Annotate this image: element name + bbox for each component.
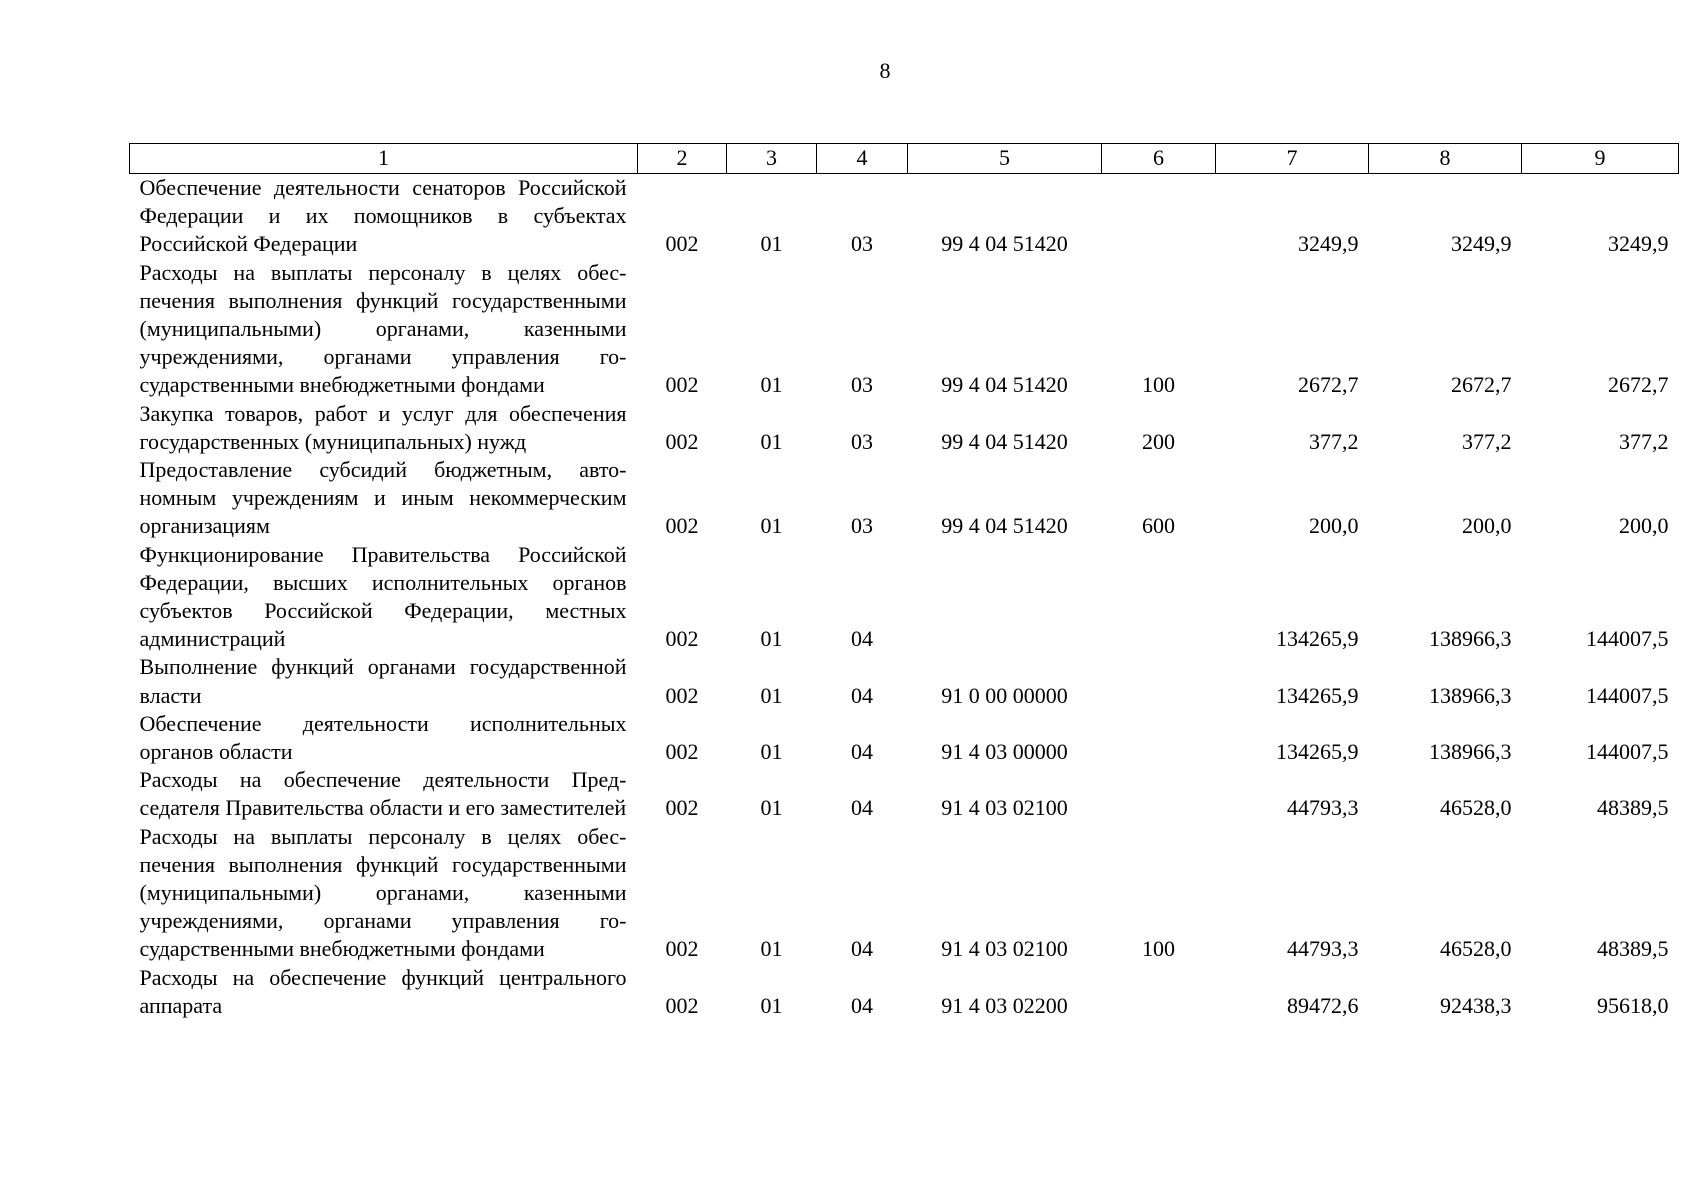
- table-row: [130, 400, 1679, 456]
- amount-year-3: 48389,5: [1597, 936, 1669, 962]
- table-row: [130, 456, 1679, 541]
- expense-type-code: 100: [1142, 936, 1175, 962]
- target-article-code: 99 4 04 51420: [941, 372, 1068, 398]
- expense-type-code: 200: [1142, 428, 1175, 454]
- amount-year-3: 144007,5: [1586, 626, 1669, 652]
- subsection-code: 04: [851, 739, 873, 765]
- amount-year-1: 377,2: [1309, 428, 1359, 454]
- target-article-code: 91 0 00 00000: [941, 682, 1068, 708]
- section-code: 01: [760, 231, 783, 257]
- expense-type-code: [1102, 541, 1216, 654]
- target-article-code: 91 4 03 02100: [941, 795, 1068, 821]
- amount-year-3: 200,0: [1619, 513, 1669, 539]
- expense-name: Расходы на выплаты персоналу в целях обеспечения выполнения функций государственными (муниципальными) органами, казенными учреждениями, органами управления государственными внебюджетными фондами: [139, 823, 627, 962]
- expense-name: Расходы на выплаты персоналу в целях обеспечения выполнения функций государственными (муниципальными) органами, казенными учреждениями, органами управления государственными внебюджетными фондами: [139, 259, 627, 398]
- subsection-code: 04: [851, 795, 873, 821]
- ministry-code: 002: [665, 795, 699, 821]
- ministry-code: 002: [665, 992, 699, 1018]
- table-row: [130, 710, 1679, 766]
- ministry-code: 002: [665, 372, 699, 398]
- amount-year-1: 200,0: [1309, 513, 1359, 539]
- expense-type-code: 600: [1142, 513, 1175, 539]
- expense-name: Закупка товаров, работ и услуг для обеспечения государственных (муниципальных) нужд: [139, 400, 627, 454]
- expense-type-code: [1102, 766, 1216, 822]
- target-article-code: 99 4 04 51420: [941, 428, 1068, 454]
- expense-name: Функционирование Правительства Российской Федерации, высших исполнительных органов субъектов Российской Федерации, местных администраций: [139, 541, 627, 652]
- amount-year-3: 95618,0: [1597, 992, 1669, 1018]
- ministry-code: 002: [665, 231, 699, 257]
- column-header: 7: [1216, 144, 1369, 174]
- column-header: 9: [1522, 144, 1679, 174]
- amount-year-1: 134265,9: [1276, 626, 1359, 652]
- expense-type-code: [1102, 653, 1216, 709]
- amount-year-2: 46528,0: [1440, 795, 1512, 821]
- expense-type-code: [1102, 964, 1216, 1020]
- column-header: 8: [1369, 144, 1522, 174]
- table-row: [130, 259, 1679, 400]
- section-code: 01: [760, 936, 783, 962]
- section-code: 01: [760, 626, 783, 652]
- expense-name: Обеспечение деятельности сенаторов Российской Федерации и их помощников в субъектах Российской Федерации: [139, 175, 627, 257]
- table-row: [130, 766, 1679, 822]
- amount-year-3: 144007,5: [1586, 739, 1669, 765]
- ministry-code: 002: [665, 936, 699, 962]
- page-number: 8: [879, 58, 891, 83]
- amount-year-2: 46528,0: [1440, 936, 1512, 962]
- expense-name: Расходы на обеспечение деятельности Председателя Правительства области и его заместителей: [139, 767, 627, 821]
- section-code: 01: [760, 739, 783, 765]
- budget-table: [129, 143, 1679, 1020]
- section-code: 01: [760, 513, 783, 539]
- amount-year-3: 377,2: [1619, 428, 1669, 454]
- subsection-code: 04: [851, 992, 873, 1018]
- section-code: 01: [760, 992, 783, 1018]
- subsection-code: 03: [851, 513, 873, 539]
- amount-year-3: 48389,5: [1597, 795, 1669, 821]
- target-article-code: 91 4 03 02100: [941, 936, 1068, 962]
- table-row: [130, 174, 1679, 259]
- header-row: [130, 144, 1679, 174]
- column-header: 1: [130, 144, 638, 174]
- column-header: 2: [638, 144, 727, 174]
- ministry-code: 002: [665, 626, 699, 652]
- amount-year-2: 92438,3: [1440, 992, 1512, 1018]
- table-row: [130, 541, 1679, 654]
- table-row: [130, 653, 1679, 709]
- column-header: 5: [908, 144, 1102, 174]
- target-article-code: 91 4 03 02200: [941, 992, 1068, 1018]
- column-header: 6: [1102, 144, 1216, 174]
- subsection-code: 03: [851, 372, 873, 398]
- amount-year-1: 134265,9: [1276, 739, 1359, 765]
- section-code: 01: [760, 795, 783, 821]
- section-code: 01: [760, 682, 783, 708]
- subsection-code: 04: [851, 626, 873, 652]
- ministry-code: 002: [665, 513, 699, 539]
- target-article-code: 99 4 04 51420: [941, 513, 1068, 539]
- column-header: 4: [817, 144, 908, 174]
- target-article-code: 99 4 04 51420: [941, 231, 1068, 257]
- subsection-code: 04: [851, 682, 873, 708]
- table-row: [130, 964, 1679, 1020]
- amount-year-1: 2672,7: [1298, 372, 1359, 398]
- expense-name: Обеспечение деятельности исполнительных органов области: [139, 710, 627, 765]
- expense-name: Предоставление субсидий бюджетным, автономным учреждениям и иным некоммерческим организациям: [139, 457, 627, 539]
- section-code: 01: [760, 372, 783, 398]
- amount-year-1: 44793,3: [1287, 795, 1359, 821]
- expense-type-code: 100: [1142, 372, 1175, 398]
- amount-year-1: 3249,9: [1298, 231, 1359, 257]
- section-code: 01: [760, 428, 783, 454]
- column-header: 3: [727, 144, 817, 174]
- subsection-code: 03: [851, 231, 873, 257]
- table-row: [130, 823, 1679, 964]
- amount-year-3: 2672,7: [1608, 372, 1669, 398]
- amount-year-3: 3249,9: [1608, 231, 1669, 257]
- ministry-code: 002: [665, 682, 699, 708]
- expense-type-code: [1102, 710, 1216, 766]
- expense-name: Расходы на обеспечение функций центрального аппарата: [139, 964, 627, 1018]
- amount-year-2: 138966,3: [1429, 739, 1512, 765]
- amount-year-1: 89472,6: [1287, 992, 1359, 1018]
- subsection-code: 04: [851, 936, 873, 962]
- target-article-code: 91 4 03 00000: [941, 739, 1068, 765]
- ministry-code: 002: [665, 739, 699, 765]
- expense-type-code: [1102, 174, 1216, 259]
- amount-year-2: 200,0: [1462, 513, 1512, 539]
- amount-year-1: 44793,3: [1287, 936, 1359, 962]
- target-article-code: [908, 541, 1102, 654]
- amount-year-2: 2672,7: [1451, 372, 1512, 398]
- ministry-code: 002: [665, 428, 699, 454]
- amount-year-2: 377,2: [1462, 428, 1512, 454]
- amount-year-2: 138966,3: [1429, 626, 1512, 652]
- amount-year-2: 138966,3: [1429, 682, 1512, 708]
- amount-year-2: 3249,9: [1451, 231, 1512, 257]
- expense-name: Выполнение функций органами государственной власти: [139, 654, 627, 708]
- subsection-code: 03: [851, 428, 873, 454]
- amount-year-3: 144007,5: [1586, 682, 1669, 708]
- amount-year-1: 134265,9: [1276, 682, 1359, 708]
